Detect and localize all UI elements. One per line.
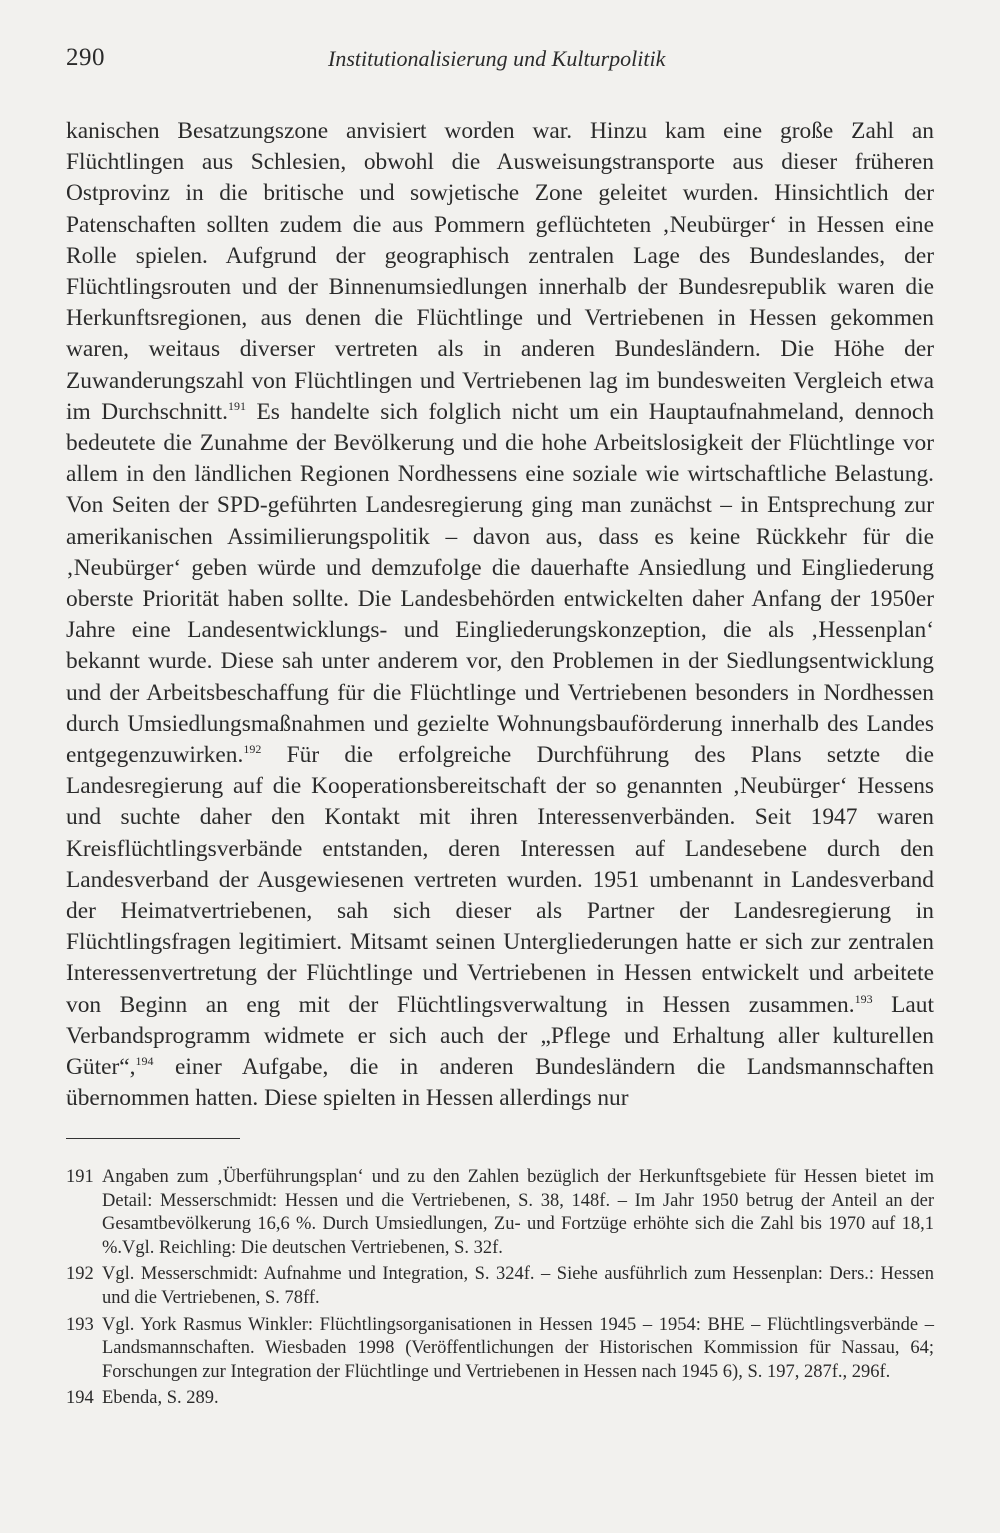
- paragraph-segment: Für die erfolgreiche Durchführung des Plans setzte die Landesregierung auf die Kooperationsbereitschaft der so genannten ‚Neubürger‘ Hessens und suchte daher den Kontakt mit ihren Interessenverbänden. Seit 1947 waren Kreisflüchtlingsverbände entstanden, deren Interessen auf Landesebene durch den Landesverband der Ausgewiesenen vertreten wurden. 1951 umbenannt in Landesverband der Heimatvertriebenen, sah sich dieser als Partner der Landesregierung in Flüchtlingsfragen legitimiert. Mitsamt seinen Untergliederungen hatte er sich zur zentralen Interessenvertretung der Flüchtlinge und Vertriebenen in Hessen entwickelt und arbeitete von Beginn an eng mit der Flüchtlingsverwaltung in Hessen zusammen.: [66, 742, 934, 1018]
- running-title: Institutionalisierung und Kulturpolitik: [328, 46, 666, 71]
- footnote: [66, 1263, 934, 1310]
- footnote-marker: 194: [135, 1054, 154, 1069]
- main-paragraph: [66, 116, 934, 1115]
- paragraph-segment: Es handelte sich folglich nicht um ein Hauptaufnahmeland, dennoch bedeutete die Zunahme der Bevölkerung und die hohe Arbeitslosigkeit der Flüchtlinge vor allem in den ländlichen Regionen Nordhessens eine soziale wie wirtschaftliche Belastung. Von Seiten der SPD-geführten Landesregierung ging man zunächst – in Entsprechung zur amerikanischen Assimilierungspolitik – davon aus, dass es keine Rückkehr für die ‚Neubürger‘ geben würde und demzufolge die dauerhafte Ansiedlung und Eingliederung oberste Priorität haben sollte. Die Landesbehörden entwickelten daher Anfang der 1950er Jahre eine Landesentwicklungs- und Eingliederungskonzeption, die als ‚Hessenplan‘ bekannt wurde. Diese sah unter anderem vor, den Problemen in der Siedlungsentwicklung und der Arbeitsbeschaffung für die Flüchtlinge und Vertriebenen besonders in Nordhessen durch Umsiedlungsmaßnahmen und gezielte Wohnungsbauförderung innerhalb des Landes entgegenzuwirken.: [66, 398, 935, 769]
- footnote: [66, 1314, 934, 1385]
- footnote-number: 191: [66, 1167, 94, 1187]
- footnote-number: 194: [66, 1388, 94, 1409]
- paragraph-segment: einer Aufgabe, die in anderen Bundesländern die Landsmannschaften übernommen hatten. Diese spielten in Hessen allerdings nur: [66, 1054, 934, 1112]
- running-head: [66, 44, 934, 80]
- footnote-marker: 192: [243, 742, 262, 757]
- footnote: [66, 1387, 934, 1411]
- footnote-marker: 193: [854, 991, 873, 1006]
- page-number: 290: [66, 44, 105, 71]
- footnote-number: 192: [66, 1264, 94, 1285]
- footnote: [66, 1166, 934, 1260]
- footnote-separator: [66, 1138, 240, 1139]
- body-text: [66, 116, 934, 1115]
- footnotes: [66, 1166, 934, 1414]
- footnote-marker: 191: [227, 398, 246, 413]
- footnote-number: 193: [66, 1314, 94, 1335]
- footnote-text: Vgl. York Rasmus Winkler: Flüchtlingsorganisationen in Hessen 1945 – 1954: BHE – Flüchtlingsverbände – Landsmannschaften. Wiesbaden 1998 (Veröffentlichungen der Historischen Kommission für Nassau, 64; Forschungen zur Integration der Flüchtlinge und Vertriebenen in Hessen nach 1945 6), S. 197, 287f., 296f.: [102, 1314, 934, 1382]
- footnote-text: Ebenda, S. 289.: [102, 1388, 219, 1409]
- paragraph-segment: kanischen Besatzungszone anvisiert worden war. Hinzu kam eine große Zahl an Flüchtlingen aus Schlesien, obwohl die Ausweisungstransporte aus dieser früheren Ostprovinz in die britische und sowjetische Zone geleitet wurden. Hinsichtlich der Patenschaften sollten zudem die aus Pommern geflüchteten ‚Neubürger‘ in Hessen eine Rolle spielen. Aufgrund der geographisch zentralen Lage des Bundeslandes, der Flüchtlingsrouten und der Binnenumsiedlungen innerhalb der Bundesrepublik waren die Herkunftsregionen, aus denen die Flüchtlinge und Vertriebenen in Hessen gekommen waren, weitaus diverser vertreten als in anderen Bundesländern. Die Höhe der Zuwanderungszahl von Flüchtlingen und Vertriebenen lag im bundesweiten Vergleich etwa im Durchschnitt.: [66, 118, 934, 425]
- footnote-text: Vgl. Messerschmidt: Aufnahme und Integration, S. 324f. – Siehe ausführlich zum Hessenplan: Ders.: Hessen und die Vertriebenen, S. 78ff.: [102, 1264, 934, 1308]
- paragraph-segment: Laut Verbandsprogramm widmete er sich auch der „Pflege und Erhaltung aller kulturellen Güter“,: [66, 991, 935, 1081]
- footnote-text: Angaben zum ‚Überführungsplan‘ und zu den Zahlen bezüglich der Herkunftsgebiete für Hessen bietet im Detail: Messerschmidt: Hessen und die Vertriebenen, S. 38, 148f. – Im Jahr 1950 betrug der Anteil an der Gesamtbevölkerung 16,6 %. Durch Umsiedlungen, Zu- und Fortzüge erhöhte sich die Zahl bis 1970 auf 18,1 %.Vgl. Reichling: Die deutschen Vertriebenen, S. 32f.: [102, 1167, 934, 1258]
